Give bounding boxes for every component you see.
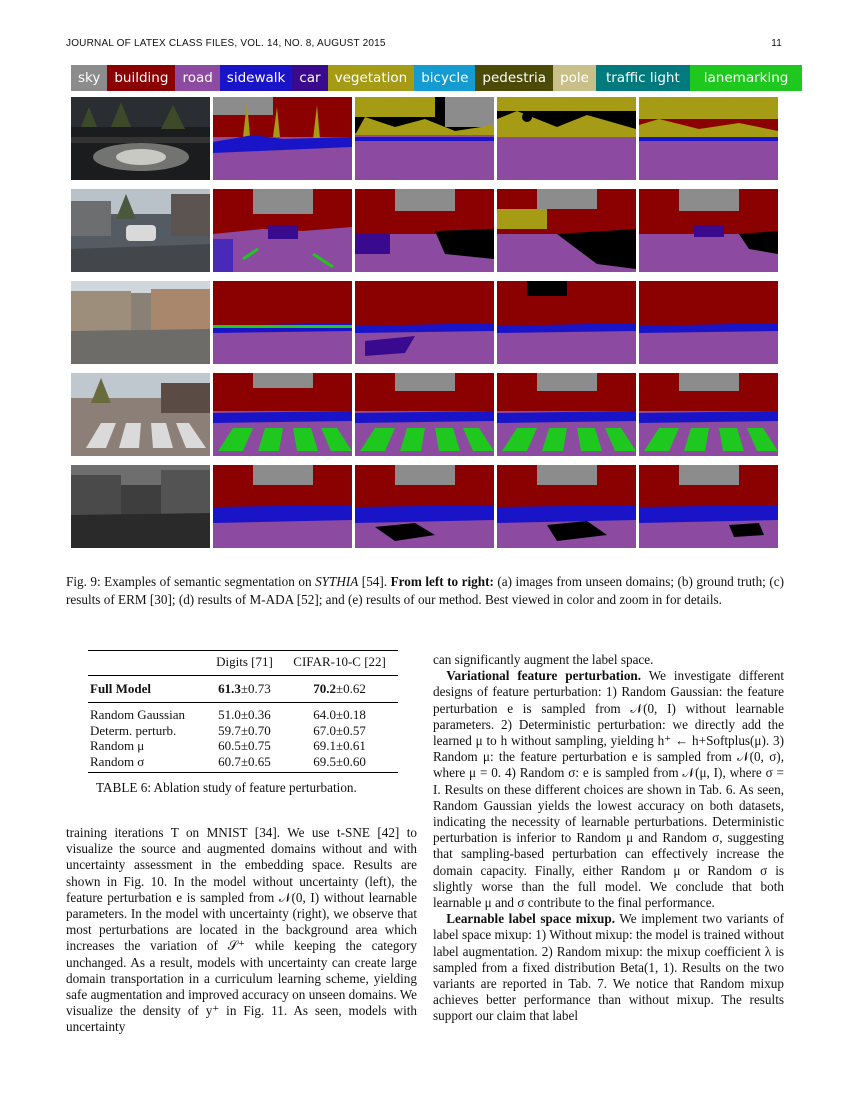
- left-column-text: [66, 825, 417, 1036]
- journal-title: JOURNAL OF LATEX CLASS FILES, VOL. 14, NO. 8, AUGUST 2015: [66, 38, 386, 49]
- paragraph: can significantly augment the label space.: [433, 652, 654, 667]
- segmentation-legend: [71, 65, 802, 91]
- table-header-row: [88, 651, 398, 676]
- figure-row: [71, 465, 781, 548]
- ours-prediction-map: [639, 373, 778, 456]
- erm-prediction-map: [355, 465, 494, 548]
- running-header: [66, 38, 782, 49]
- legend-label: lanemarking: [703, 70, 789, 86]
- paragraph: Learnable label space mixup. We implement two variants of label space mixup: 1) Without mixup: the model is trained without label augmentation. 2) Random mixup: the mixup coefficient λ is sampled from a fixed distribution Beta(1, 1). Results on the two variants are reported in Tab. 7. We notice that Random mixup achieves better performance than without mixup. The results support our claim that label: [433, 911, 784, 1024]
- row-label: Full Model: [90, 680, 152, 696]
- legend-chip-car: [292, 65, 327, 91]
- ours-prediction-map: [639, 97, 778, 180]
- table-row: Random μ 60.5±0.75 69.1±0.61: [90, 738, 366, 753]
- ours-prediction-map: [639, 281, 778, 364]
- m-ada-prediction-map: [497, 465, 636, 548]
- legend-chip-vegetation: [328, 65, 415, 91]
- legend-chip-bicycle: [414, 65, 475, 91]
- caption-text: Examples of semantic segmentation on: [100, 574, 316, 589]
- figure-caption: [66, 573, 784, 609]
- row-label: Random σ: [88, 754, 208, 773]
- erm-prediction-map: [355, 189, 494, 272]
- legend-chip-road: [175, 65, 219, 91]
- legend-chip-traffic-light: [596, 65, 690, 91]
- figure-row: [71, 281, 781, 364]
- input-image: [71, 281, 210, 364]
- caption-label: Fig. 9:: [66, 574, 101, 589]
- legend-chip-lanemarking: [690, 65, 803, 91]
- figure-row: [71, 97, 781, 180]
- m-ada-prediction-map: [497, 373, 636, 456]
- input-image: [71, 97, 210, 180]
- page-number: 11: [771, 38, 782, 49]
- legend-label: road: [182, 70, 213, 86]
- input-image: [71, 189, 210, 272]
- legend-label: sky: [78, 70, 101, 86]
- caption-bold: From left to right:: [390, 574, 494, 589]
- m-ada-prediction-map: [497, 189, 636, 272]
- table-caption: TABLE 6: Ablation study of feature perturbation.: [96, 780, 357, 795]
- legend-chip-pedestria: [475, 65, 553, 91]
- legend-label: bicycle: [421, 70, 469, 86]
- row-label: Random Gaussian: [88, 703, 208, 723]
- caption-text: [54].: [358, 574, 391, 589]
- segmentation-figure: [71, 97, 781, 557]
- column-header: Digits [71]: [208, 651, 281, 676]
- ground-truth-map: [213, 189, 352, 272]
- row-label: Random μ: [90, 738, 145, 753]
- row-label: Determ. perturb.: [90, 722, 177, 738]
- legend-label: pedestria: [482, 70, 547, 86]
- legend-label: sidewalk: [226, 70, 286, 86]
- erm-prediction-map: [355, 97, 494, 180]
- legend-label: vegetation: [334, 70, 408, 86]
- right-column-text: [433, 652, 784, 1025]
- caption-dataset: SYTHIA: [315, 574, 359, 589]
- ground-truth-map: [213, 281, 352, 364]
- legend-chip-pole: [553, 65, 596, 91]
- paragraph: training iterations T on MNIST [34]. We use t-SNE [42] to visualize the source and augmented domains without and with uncertainty assessment in the embedding space. Results are shown in Fig. 10. In the model without uncertainty (left), the feature perturbation e is sampled from 𝒩(0, I) without learnable parameters. In the model with uncertainty (right), we observe that most perturbations are located in the background area which increases the variation of 𝒮⁺ while keeping the category unchanged. As a result, models with uncertainty can create large domain transportation in a curriculum learning scheme, yielding safe augmentation and improved accuracy on unseen domains. We visualize the density of y⁺ in Fig. 11. As seen, models with uncertainty: [66, 825, 417, 1035]
- figure-row: [71, 189, 781, 272]
- input-image: [71, 465, 210, 548]
- legend-label: traffic light: [605, 70, 680, 86]
- table-row: Random Gaussian 51.0±0.36 64.0±0.18: [88, 703, 398, 723]
- erm-prediction-map: [355, 373, 494, 456]
- table-row: Determ. perturb. 59.7±0.70 67.0±0.57: [90, 722, 366, 738]
- table-row: Random σ 60.7±0.65 69.5±0.60: [88, 754, 398, 773]
- paragraph: Variational feature perturbation. We investigate different designs of feature perturbation: 1) Random Gaussian: the feature perturbation e is sampled from 𝒩(0, I) without learnable parameters. 2) Deterministic perturbation: we directly add the learned μ to h without sampling, yielding h⁺ ← h+Softplus(μ). 3) Random μ: the feature perturbation e is sampled from 𝒩(0, σ), where μ = 0. 4) Random σ: e is sampled from 𝒩(μ, I), where σ = I. Results on these different choices are shown in Tab. 6. As seen, Random Gaussian yields the lowest accuracy on both datasets, indicating the necessity of learnable perturbations. Deterministic perturbation is inferior to Random μ and Random σ, suggesting that sampling-based perturbation can effectively increase the domain capacity. Finally, either Random μ or Random σ is slightly worse than the full model. We conclude that both learnable μ and σ contribute to the final performance.: [433, 668, 784, 911]
- m-ada-prediction-map: [497, 97, 636, 180]
- ours-prediction-map: [639, 189, 778, 272]
- caption-text: (a) images from unseen domains; (b) ground truth; (c) results of ERM [30]; (d) results of M-ADA [52]; and (e) results of our method. Best viewed in color and zoom in for details.: [66, 574, 784, 607]
- table-row-full-model: Full Model 61.3±0.73 70.2±0.62: [88, 675, 398, 703]
- legend-chip-sky: [71, 65, 107, 91]
- ground-truth-map: [213, 373, 352, 456]
- ablation-table: [88, 650, 398, 773]
- m-ada-prediction-map: [497, 281, 636, 364]
- figure-row: [71, 373, 781, 456]
- legend-label: car: [299, 70, 321, 86]
- legend-label: pole: [560, 70, 589, 86]
- erm-prediction-map: [355, 281, 494, 364]
- paragraph-heading: Learnable label space mixup.: [446, 911, 615, 927]
- legend-chip-sidewalk: [220, 65, 293, 91]
- input-image: [71, 373, 210, 456]
- ground-truth-map: [213, 465, 352, 548]
- legend-chip-building: [107, 65, 175, 91]
- paragraph-heading: Variational feature perturbation.: [446, 668, 642, 684]
- legend-label: building: [114, 70, 169, 86]
- ours-prediction-map: [639, 465, 778, 548]
- column-header: CIFAR-10-C [22]: [281, 651, 398, 676]
- ground-truth-map: [213, 97, 352, 180]
